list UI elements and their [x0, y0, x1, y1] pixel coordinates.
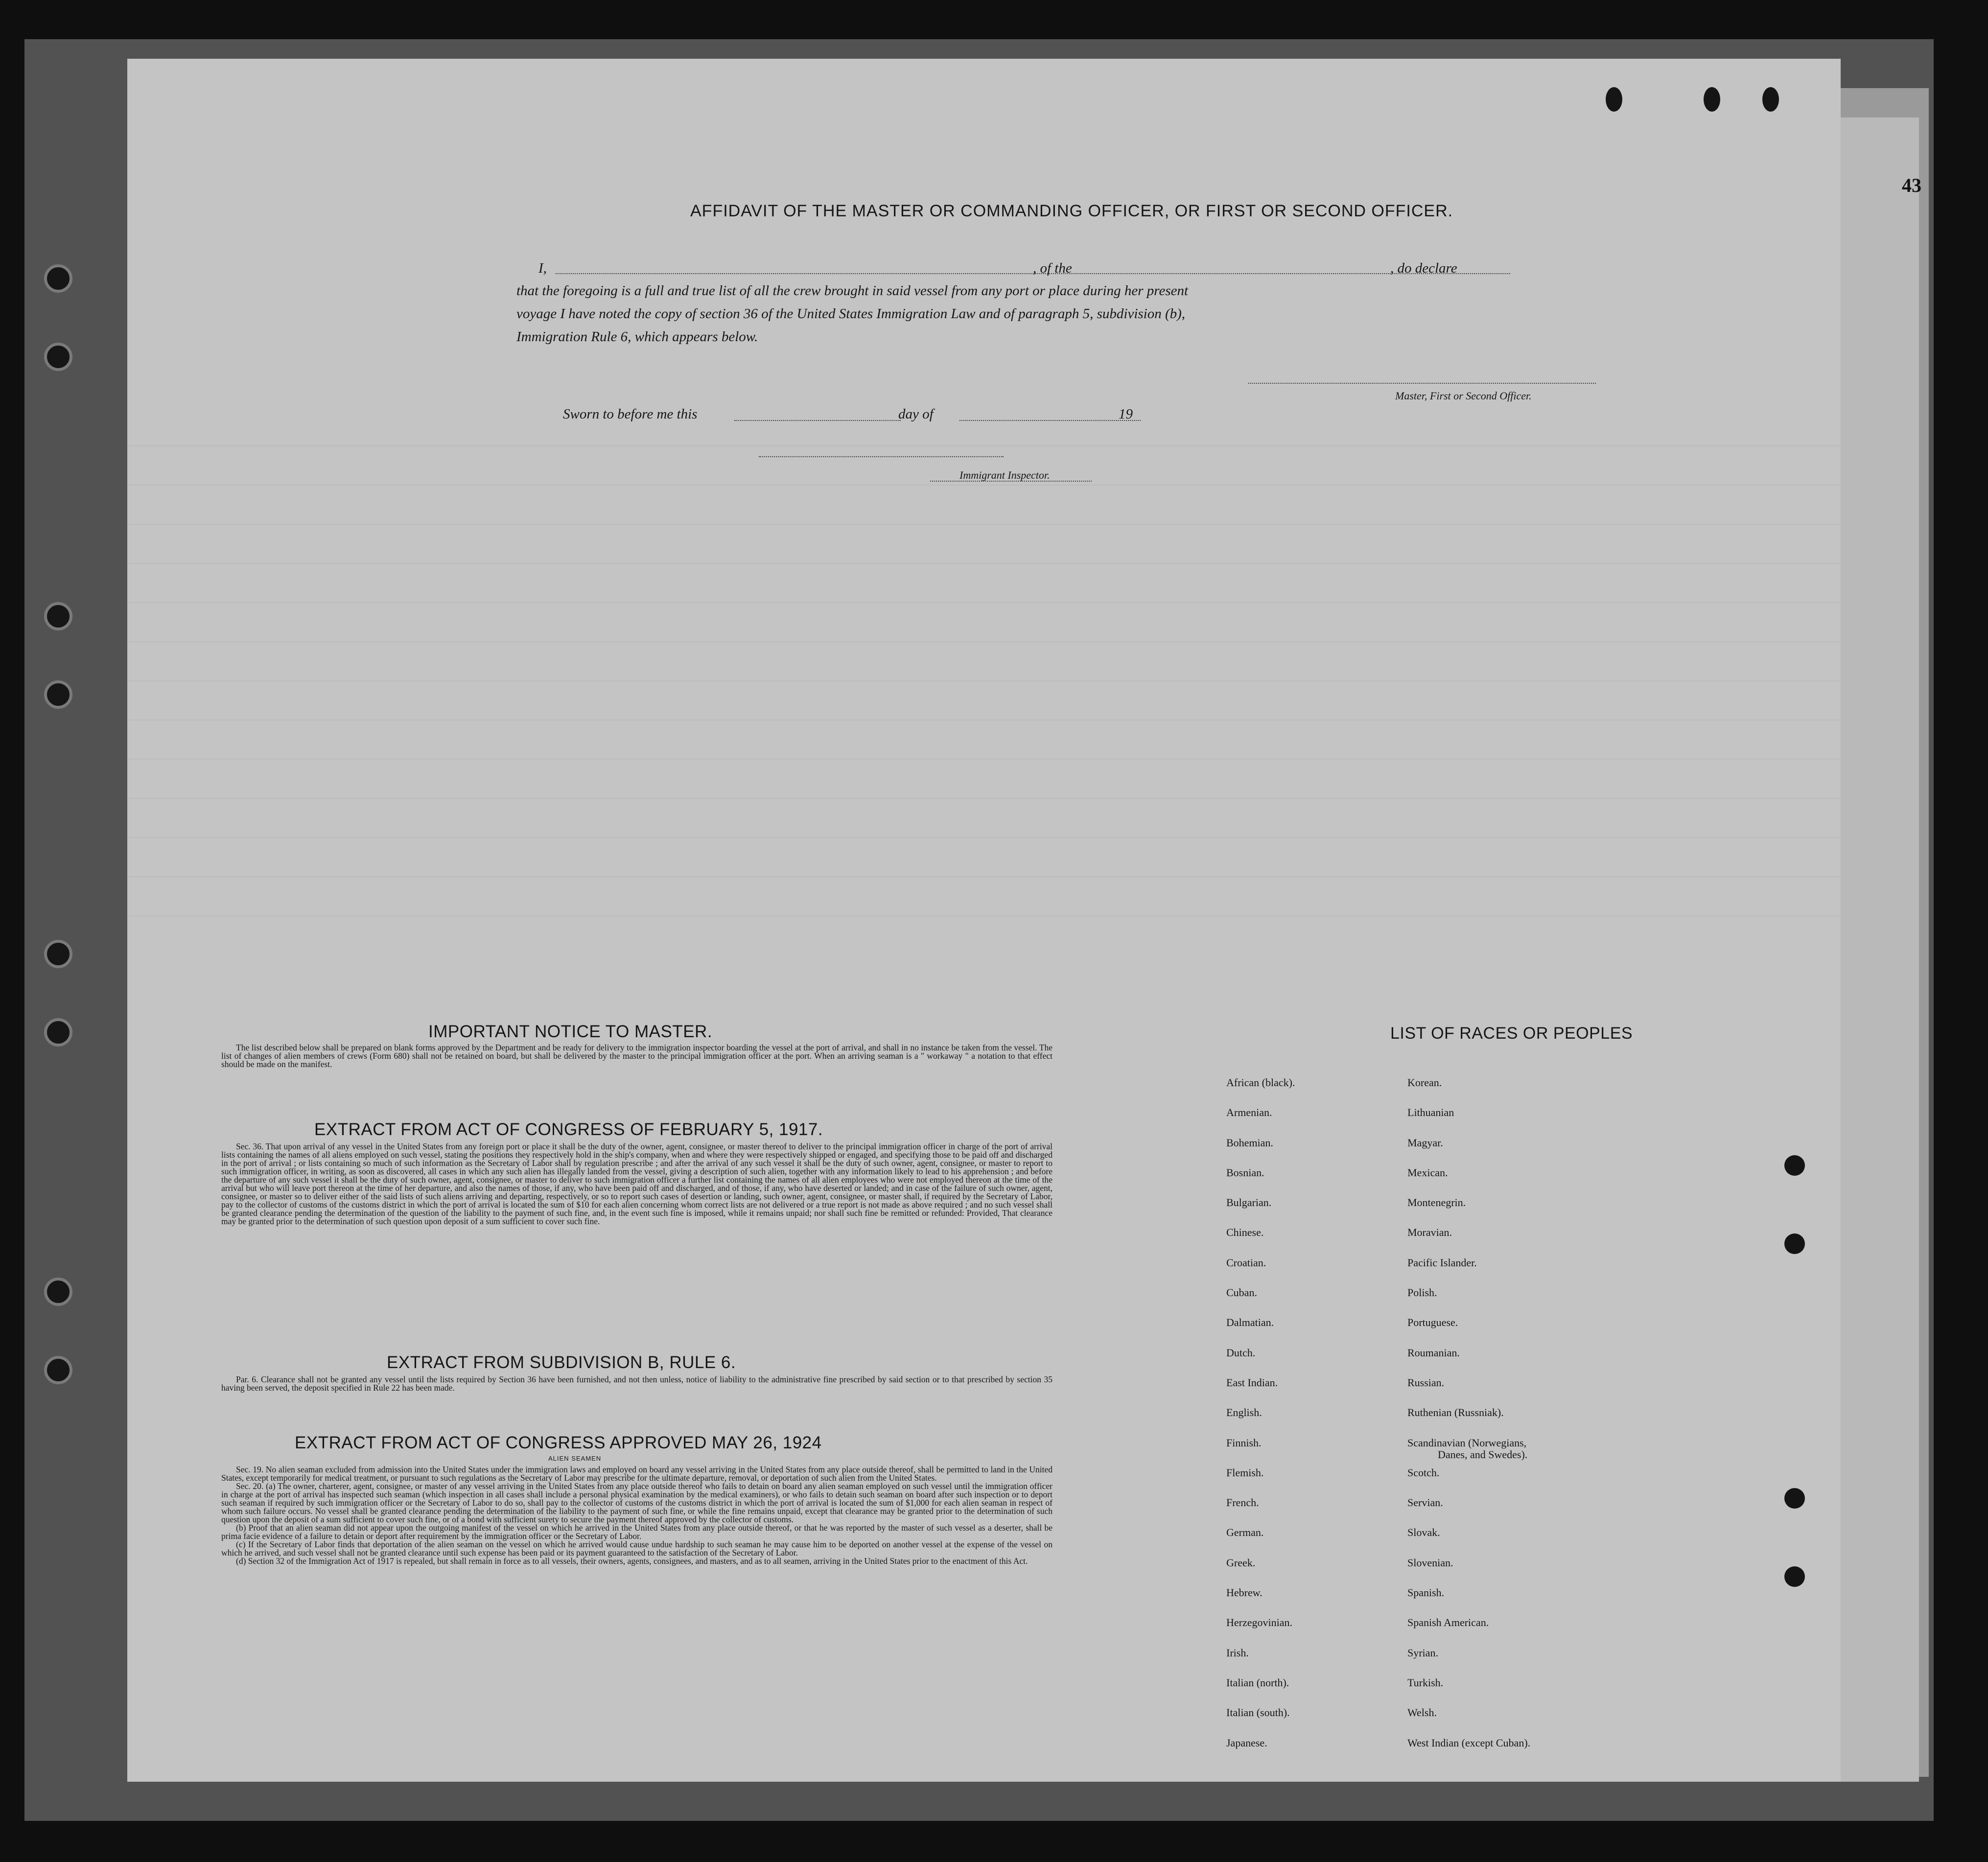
- race-item: Spanish.: [1407, 1586, 1445, 1599]
- race-item: [1407, 1437, 1530, 1467]
- race-item: Herzegovinian.: [1226, 1616, 1292, 1629]
- binder-ring: [44, 343, 72, 371]
- binder-ring: [44, 1018, 72, 1047]
- race-item: Bulgarian.: [1226, 1196, 1272, 1209]
- sworn-day-blank: [734, 420, 901, 421]
- race-item: Moravian.: [1407, 1226, 1452, 1239]
- race-item: Dalmatian.: [1226, 1316, 1274, 1329]
- race-item: Greek.: [1226, 1556, 1256, 1569]
- ghost-row: [127, 915, 1841, 916]
- ghost-row: [127, 641, 1841, 642]
- punched-hole: [1784, 1566, 1805, 1587]
- race-item: Welsh.: [1407, 1706, 1437, 1719]
- race-item: Mexican.: [1407, 1166, 1448, 1179]
- race-item: Flemish.: [1226, 1466, 1264, 1479]
- race-item: French.: [1226, 1496, 1259, 1509]
- affidavit-do-declare: , do declare: [1390, 260, 1457, 276]
- master-signature-line: [1248, 383, 1596, 384]
- extract-1924-title: EXTRACT FROM ACT OF CONGRESS APPROVED MAY 26, 1924: [295, 1433, 822, 1452]
- race-item: Scotch.: [1407, 1466, 1440, 1479]
- punched-hole: [1704, 87, 1720, 112]
- affidavit-line-2: that the foregoing is a full and true list of all the crew brought in said vessel from any port or place during her present: [516, 283, 1189, 299]
- race-item: African (black).: [1226, 1076, 1295, 1089]
- punched-hole: [1762, 87, 1779, 112]
- extract-1924-text: [221, 1466, 1052, 1565]
- race-item: Italian (north).: [1226, 1676, 1289, 1689]
- race-item: Lithuanian: [1407, 1106, 1454, 1119]
- race-item: Armenian.: [1226, 1106, 1272, 1119]
- sworn-text: Sworn to before me this: [563, 406, 698, 422]
- extract-1924-paragraph: Sec. 20. (a) The owner, charterer, agent, consignee, or master of any vessel arriving in the United States from any place outside thereof who fails to detain on board any alien seaman employed on such vessel until the immigration officer in charge at the port of arrival has inspected such seaman (which inspection in all cases shall include a personal physical examination by the medical examiners), or who fails to detain such seaman on board after such inspection or to deport such seaman if required by such immigration officer or the Secretary of Labor to do so, shall pay to the collector of customs of the customs district in which the port of arrival is located the sum of $1,000 for each alien seaman in respect of whom such failure occurs. No vessel shall be granted clearance pending the determination of the liability to the payment of such fine, or while the fine remains unpaid, except that clearance may be granted prior to the determination of such question upon the deposit of a sum sufficient to cover such fine, or of a bond with sufficient surety to secure the payment thereof approved by the collector of customs.: [221, 1481, 1052, 1524]
- race-item: Bohemian.: [1226, 1136, 1273, 1149]
- race-item: East Indian.: [1226, 1376, 1278, 1389]
- ghost-row: [127, 759, 1841, 760]
- punched-hole: [1784, 1155, 1805, 1176]
- sworn-year: 19: [1119, 406, 1133, 422]
- race-item: Slovenian.: [1407, 1556, 1453, 1569]
- extract-1917-text: Sec. 36. That upon arrival of any vessel in the United States from any foreign port or place it shall be the duty of the owner, agent, consignee, or master thereof to deliver to the principal immigration officer in charge of the port of arrival lists containing the names of all aliens employed on such vessel, stating the positions they respectively hold in the ship's company, when and where they were respectively shipped or engaged, and specifying those to be paid off and discharged in the port of arrival ; or lists containing so much of such information as the Secretary of Labor shall by regulation prescribe ; and after the arrival of any such vessel it shall be the duty of such owner, agent, consignee, or master to report to such immigration officer, in writing, as soon as discovered, all cases in which any such alien has illegally landed from the vessel, giving a description of such alien, together with any information likely to lead to his apprehension ; and before the departure of any such vessel it shall be the duty of such owner, agent, consignee, or master to deliver to such immigration officer a further list containing the names of all alien employees who were not employed thereon at the time of the arrival but who will leave port thereon at the time of her departure, and also the names of those, if any, who have been paid off and discharged, and of those, if any, who have deserted or landed; and in case of the failure of such owner, agent, consignee, or master so to deliver either of the said lists of such aliens arriving and departing, respectively, or so to report such cases of desertion or landing, such owner, agent, consignee, or master shall, if required by the Secretary of Labor, pay to the collector of customs of the customs district in which the port of arrival is located the sum of $10 for each alien concerning whom correct lists are not delivered or a true report is not made as above required ; and no such vessel shall be granted clearance pending the determination of the question of the liability to the payment of such fine, and, in the event such fine is imposed, while it remains unpaid; nor shall such fine be remitted or refunded: Provided, That clearance may be granted prior to the determination of such question upon deposit of a sum sufficient to cover such fine.: [221, 1141, 1052, 1226]
- punched-hole: [1784, 1488, 1805, 1509]
- race-item: Turkish.: [1407, 1676, 1444, 1689]
- affidavit-title: AFFIDAVIT OF THE MASTER OR COMMANDING OFFICER, OR FIRST OR SECOND OFFICER.: [690, 202, 1453, 220]
- inspector-label: Immigrant Inspector.: [959, 469, 1050, 481]
- race-item: Korean.: [1407, 1076, 1442, 1089]
- ghost-row: [127, 720, 1841, 721]
- inspector-signature-line: [759, 456, 1004, 457]
- punched-hole: [1606, 87, 1622, 112]
- alien-seamen-subtitle: ALIEN SEAMEN: [548, 1455, 602, 1462]
- master-label: Master, First or Second Officer.: [1395, 390, 1532, 402]
- extract-1924-paragraph: Sec. 19. No alien seaman excluded from admission into the United States under the immigration laws and employed on board any vessel arriving in the United States from any place outside thereof, shall be permitted to land in the United States, except temporarily for medical treatment, or pursuant to such regulations as the Secretary of Labor may prescribe for the ultimate departure, removal, or deportation of such alien from the United States.: [221, 1465, 1052, 1483]
- ghost-row: [127, 445, 1841, 446]
- races-right-column: [1407, 1077, 1530, 1767]
- race-item: Russian.: [1407, 1376, 1445, 1389]
- extract-rule6-title: EXTRACT FROM SUBDIVISION B, RULE 6.: [387, 1353, 736, 1372]
- manifest-page: [127, 59, 1841, 1782]
- affidavit-line-i: I,: [538, 260, 547, 276]
- punched-hole: [1784, 1234, 1805, 1254]
- ghost-row: [127, 563, 1841, 564]
- race-item-continuation: Danes, and Swedes).: [1438, 1448, 1528, 1461]
- extract-1924-paragraph: (b) Proof that an alien seaman did not appear upon the outgoing manifest of the vessel on which he arrived in the United States from any place outside thereof, or that he was reported by the master of such vessel as a deserter, shall be prima facie evidence of a failure to detain or deport after requirement by the immigration officer or the Secretary of Labor.: [221, 1523, 1052, 1541]
- notice-title: IMPORTANT NOTICE TO MASTER.: [428, 1022, 713, 1041]
- binder-rings: [44, 264, 73, 1537]
- race-item: Polish.: [1407, 1286, 1437, 1299]
- extract-1924-paragraph: (d) Section 32 of the Immigration Act of 1917 is repealed, but shall remain in force as to all vessels, their owners, agents, consignees, and masters, and as to all seamen, arriving in the United States prior to the enactment of this Act.: [236, 1556, 1028, 1566]
- race-item: Cuban.: [1226, 1286, 1257, 1299]
- sworn-day-of: day of: [898, 406, 934, 422]
- races-left-column: [1226, 1077, 1295, 1767]
- binder-ring: [44, 602, 72, 630]
- extract-1917-title: EXTRACT FROM ACT OF CONGRESS OF FEBRUARY 5, 1917.: [314, 1120, 823, 1139]
- race-item: Magyar.: [1407, 1136, 1443, 1149]
- ghost-row: [127, 680, 1841, 681]
- ghost-row: [127, 485, 1841, 486]
- ghost-row: [127, 524, 1841, 525]
- race-item: Hebrew.: [1226, 1586, 1263, 1599]
- ghost-row: [127, 602, 1841, 603]
- affidavit-line-3: voyage I have noted the copy of section 36 of the United States Immigration Law and of paragraph 5, subdivision (b),: [516, 306, 1186, 322]
- race-item: Japanese.: [1226, 1736, 1267, 1749]
- race-item: Slovak.: [1407, 1526, 1440, 1539]
- sworn-month-blank: [959, 420, 1141, 421]
- race-item: Portuguese.: [1407, 1316, 1458, 1329]
- race-item: Chinese.: [1226, 1226, 1264, 1239]
- binder-ring: [44, 1356, 72, 1384]
- ghost-row: [127, 837, 1841, 838]
- race-item: Bosnian.: [1226, 1166, 1264, 1179]
- race-item: Montenegrin.: [1407, 1196, 1466, 1209]
- race-item: Dutch.: [1226, 1346, 1256, 1359]
- extract-rule6-text: Par. 6. Clearance shall not be granted any vessel until the lists required by Section 36 have been furnished, and not then unless, notice of liability to the administrative fine prescribed by said section or to that prescribed by section 35 having been served, the deposit specified in Rule 22 has been made.: [221, 1374, 1052, 1393]
- race-item: English.: [1226, 1406, 1262, 1419]
- race-item: Spanish American.: [1407, 1616, 1489, 1629]
- race-item: Italian (south).: [1226, 1706, 1290, 1719]
- binder-ring: [44, 264, 72, 293]
- race-item: Irish.: [1226, 1646, 1249, 1659]
- affidavit-of-the: , of the: [1033, 260, 1072, 276]
- race-item: Pacific Islander.: [1407, 1256, 1477, 1269]
- partial-page-number: 43: [1902, 174, 1921, 196]
- extract-1924-paragraph: (c) If the Secretary of Labor finds that deportation of the alien seaman on the vessel on which he arrived would cause undue hardship to such seaman he may cause him to be deported on another vessel at the expense of the vessel on which he arrived, and such vessel shall not be granted clearance until such expense has been paid or its payment guaranteed to the satisfaction of the Secretary of Labor.: [221, 1539, 1052, 1558]
- race-item: Croatian.: [1226, 1256, 1266, 1269]
- race-item: German.: [1226, 1526, 1264, 1539]
- race-item: West Indian (except Cuban).: [1407, 1736, 1531, 1749]
- notice-text: The list described below shall be prepared on blank forms approved by the Department and be ready for delivery to the immigration inspector boarding the vessel at the port of arrival, and shall in no instance be taken from the vessel. The list of changes of alien members of crews (Form 680) shall not be retained on board, but shall be delivered by the master to the principal immigration officer at the port. When an arriving seaman is a " workaway " a notation to that effect should be made on the manifest.: [221, 1043, 1052, 1069]
- race-item-text: Scandinavian (Norwegians,: [1407, 1436, 1527, 1449]
- race-item: Servian.: [1407, 1496, 1443, 1509]
- ghost-row: [127, 798, 1841, 799]
- races-title: LIST OF RACES OR PEOPLES: [1390, 1024, 1633, 1043]
- race-item: Finnish.: [1226, 1436, 1262, 1449]
- ghost-row: [127, 876, 1841, 877]
- binder-ring: [44, 1278, 72, 1306]
- binder-ring: [44, 680, 72, 709]
- race-item: Roumanian.: [1407, 1346, 1460, 1359]
- punched-holes-top: [1567, 87, 1860, 116]
- punched-holes-right: [1784, 78, 1814, 1645]
- binder-ring: [44, 940, 72, 968]
- race-item: Syrian.: [1407, 1646, 1438, 1659]
- race-item: Ruthenian (Russniak).: [1407, 1406, 1504, 1419]
- affidavit-line-4: Immigration Rule 6, which appears below.: [516, 329, 758, 345]
